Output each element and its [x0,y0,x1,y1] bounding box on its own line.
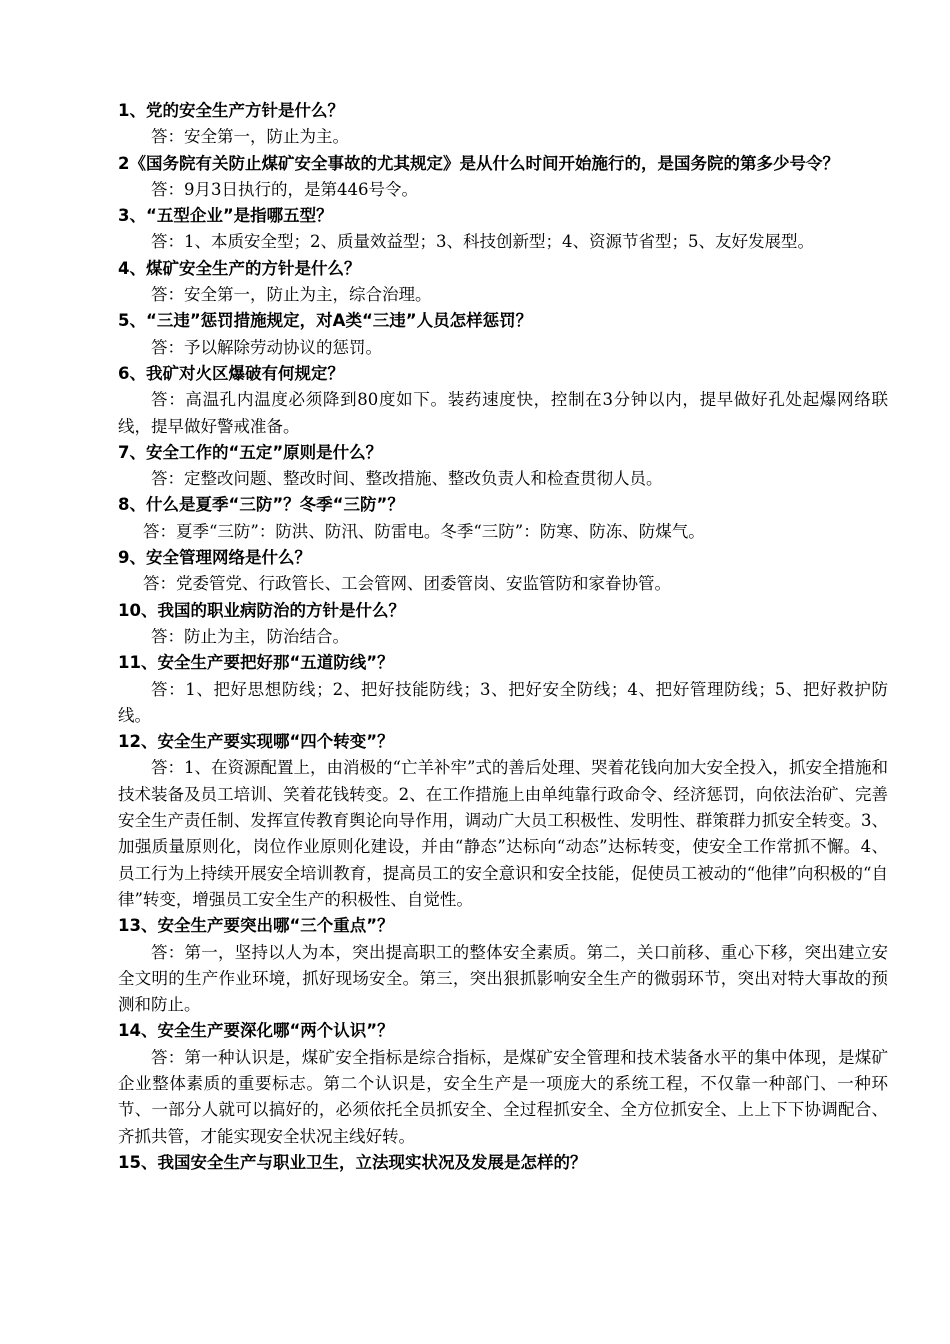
question-9: 9、安全管理网络是什么？ [118,548,311,568]
question-13: 13、安全生产要突出哪“三个重点”？ [118,916,394,936]
question-1: 1、党的安全生产方针是什么？ [118,101,344,120]
question-12: 12、安全生产要实现哪“四个转变”？ [118,732,394,752]
question-4: 4、煤矿安全生产的方针是什么？ [118,258,361,278]
question-10: 10、我国的职业病防治的方针是什么？ [118,600,405,620]
question-11: 11、安全生产要把好那“五道防线”？ [118,653,394,673]
answer-10: 答：防止为主，防治结合。 [151,626,349,646]
document-page [118,98,888,1176]
answer-6: 答：高温孔内温度必须降到80度如下。装药速度快，控制在3分钟以内，提早做好孔处起爆网络联线，提早做好警戒准备。 [118,390,888,436]
answer-3: 答：1、本质安全型；2、质量效益型；3、科技创新型；4、资源节省型；5、友好发展型。 [151,232,814,252]
answer-4: 答：安全第一，防止为主，综合治理。 [151,285,432,305]
question-8: 8、什么是夏季“三防”？冬季“三防”？ [118,495,404,515]
question-14: 14、安全生产要深化哪“两个认识”？ [118,1021,394,1041]
question-15: 15、我国安全生产与职业卫生，立法现实状况及发展是怎样的？ [118,1152,587,1172]
answer-11: 答：1、把好思想防线；2、把好技能防线；3、把好安全防线；4、把好管理防线；5、把好救护防线。 [118,679,888,725]
question-6: 6、我矿对火区爆破有何规定？ [118,363,344,383]
question-3: 3、“五型企业”是指哪五型？ [118,206,333,226]
question-7: 7、安全工作的“五定”原则是什么？ [118,442,383,462]
question-2: 2《国务院有关防止煤矿安全事故的尤其规定》是从什么时间开始施行的，是国务院的第多少号令？ [118,153,839,173]
answer-5: 答：予以解除劳动协议的惩罚。 [151,337,382,357]
answer-14: 答：第一种认识是，煤矿安全指标是综合指标，是煤矿安全管理和技术装备水平的集中体现，是煤矿企业整体素质的重要标志。第二个认识是，安全生产是一项庞大的系统工程，不仅靠一种部门、一种环节、一部分人就可以搞好的，必须依托全员抓安全、全过程抓安全、全方位抓安全、上上下下协调配合、齐抓共管，才能实现安全状况主线好转。 [118,1047,888,1146]
answer-8: 答：夏季“三防”：防洪、防汛、防雷电。冬季“三防”：防寒、防冻、防煤气。 [143,521,705,541]
answer-2: 答：9月3日执行的，是第446号令。 [151,179,418,199]
answer-1: 答：安全第一，防止为主。 [151,127,349,147]
answer-12: 答：1、在资源配置上，由消极的“亡羊补牢”式的善后处理、哭着花钱向加大安全投入，抓安全措施和技术装备及员工培训、笑着花钱转变。2、在工作措施上由单纯靠行政命令、经济惩罚，向依法治矿、完善安全生产责任制、发挥宣传教育舆论向导作用，调动广大员工积极性、发明性、群策群力抓安全转变。3、加强质量原则化，岗位作业原则化建设，并由“静态”达标向“动态”达标转变，使安全工作常抓不懈。4、员工行为上持续开展安全培训教育，提高员工的安全意识和安全技能，促使员工被动的“他律”向积极的“自律”转变，增强员工安全生产的积极性、自觉性。 [118,758,888,909]
answer-7: 答：定整改问题、整改时间、整改措施、整改负责人和检查贯彻人员。 [151,469,663,489]
answer-9: 答：党委管党、行政管长、工会管网、团委管岗、安监管防和家眷协管。 [143,574,671,594]
answer-13: 答：第一，坚持以人为本，突出提高职工的整体安全素质。第二，关口前移、重心下移，突出建立安全文明的生产作业环境，抓好现场安全。第三，突出狠抓影响安全生产的微弱环节，突出对特大事故的预测和防止。 [118,942,888,1015]
question-5: 5、“三违”惩罚措施规定，对A类“三违”人员怎样惩罚？ [118,311,533,331]
